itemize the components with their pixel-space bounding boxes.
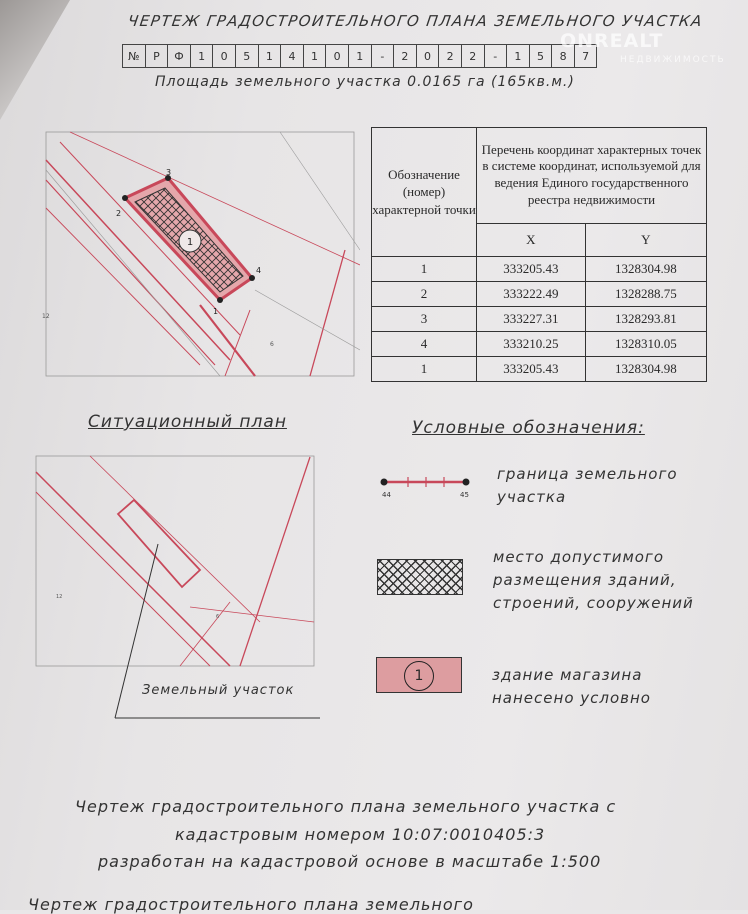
legend-item-boundary xyxy=(497,463,678,509)
point-label-2: 2 xyxy=(116,209,122,218)
parcel-label-6: 6 xyxy=(270,341,274,348)
number-cell: 4 xyxy=(281,45,304,67)
footer-line-1: Чертеж градостроительного плана земельного участка с xyxy=(75,797,617,816)
parcel-label-12: 12 xyxy=(42,313,50,320)
row-x: 333227.31 xyxy=(477,307,586,332)
legend-text-line: граница земельного xyxy=(497,465,678,483)
row-point: 3 xyxy=(372,307,477,332)
number-cell: № xyxy=(123,45,146,67)
situation-parcel-6: 6 xyxy=(216,614,220,620)
row-y: 1328293.81 xyxy=(585,307,706,332)
row-x: 333210.25 xyxy=(477,332,586,357)
number-cell: - xyxy=(485,45,508,67)
table-header-coords: Перечень координат характерных точек в системе координат, используемой для ведения Единого государственного реестра недвижимости xyxy=(477,128,707,224)
area-text: Площадь земельного участка 0.0165 га (165кв.м.) xyxy=(155,74,575,90)
row-point: 4 xyxy=(372,332,477,357)
number-cell: 0 xyxy=(417,45,440,67)
row-y: 1328304.98 xyxy=(585,257,706,282)
situation-plan-drawing xyxy=(30,452,320,722)
table-row xyxy=(372,332,707,357)
situation-parcel-outline xyxy=(118,500,200,587)
row-point: 1 xyxy=(372,257,477,282)
point-label-3: 3 xyxy=(166,168,172,177)
footer-line-2: кадастровым номером 10:07:0010405:3 xyxy=(175,825,546,844)
legend-text-line: место допустимого xyxy=(493,548,664,566)
situation-plan-title: Ситуационный план xyxy=(88,412,287,432)
building-marker-label: 1 xyxy=(186,237,194,248)
number-cell: 1 xyxy=(304,45,327,67)
row-point: 2 xyxy=(372,282,477,307)
table-header-point: Обозначение (номер) характерной точки xyxy=(372,128,477,257)
table-row xyxy=(372,357,707,382)
legend-shop-symbol xyxy=(376,657,462,693)
number-cell: 5 xyxy=(530,45,553,67)
table-row xyxy=(372,282,707,307)
number-cell: 2 xyxy=(439,45,462,67)
row-x: 333205.43 xyxy=(477,357,586,382)
row-y: 1328304.98 xyxy=(585,357,706,382)
row-point: 1 xyxy=(372,357,477,382)
footer-line-3: разработан на кадастровой основе в масштабе 1:500 xyxy=(98,852,602,871)
legend-text-line: строений, сооружений xyxy=(493,594,694,612)
point-label-1: 1 xyxy=(213,307,219,316)
row-x: 333205.43 xyxy=(477,257,586,282)
number-cell: 5 xyxy=(236,45,259,67)
number-cell: 1 xyxy=(349,45,372,67)
watermark-logo: ONREALT xyxy=(560,30,664,52)
shop-number-circle: 1 xyxy=(404,661,434,691)
table-header-x: X xyxy=(477,223,586,256)
number-cell: 0 xyxy=(213,45,236,67)
table-row xyxy=(372,257,707,282)
number-cell: Ф xyxy=(168,45,191,67)
row-y: 1328310.05 xyxy=(585,332,706,357)
legend-text-line: размещения зданий, xyxy=(493,571,677,589)
number-cell: 8 xyxy=(552,45,575,67)
number-cell: 0 xyxy=(326,45,349,67)
plan-drawing xyxy=(40,130,360,380)
situation-parcel-12: 12 xyxy=(56,594,63,600)
number-cell: Р xyxy=(146,45,169,67)
table-row xyxy=(372,307,707,332)
point-label-4: 4 xyxy=(256,266,262,275)
number-cell: 2 xyxy=(462,45,485,67)
legend-marker-left: 44 xyxy=(382,491,391,499)
legend-marker-right: 45 xyxy=(460,491,469,499)
coordinates-table xyxy=(371,127,707,382)
legend-hatch-symbol xyxy=(377,559,463,595)
number-cell: 2 xyxy=(394,45,417,67)
document-title: ЧЕРТЕЖ ГРАДОСТРОИТЕЛЬНОГО ПЛАНА ЗЕМЕЛЬНОГО УЧАСТКА xyxy=(126,12,705,30)
legend-text-line: здание магазина xyxy=(492,666,643,684)
situation-map-label: Земельный участок xyxy=(142,683,295,698)
table-header-y: Y xyxy=(585,223,706,256)
number-cell: 1 xyxy=(191,45,214,67)
legend-title: Условные обозначения: xyxy=(412,418,645,438)
watermark-subtitle: НЕДВИЖИМОСТЬ xyxy=(620,55,726,65)
row-y: 1328288.75 xyxy=(585,282,706,307)
legend-boundary-symbol xyxy=(378,474,474,500)
row-x: 333222.49 xyxy=(477,282,586,307)
legend-text-line: нанесено условно xyxy=(492,689,651,707)
legend-text-line: участка xyxy=(497,488,567,506)
number-cell: - xyxy=(372,45,395,67)
footer-line-4: Чертеж градостроительного плана земельного xyxy=(28,895,474,914)
number-cell: 1 xyxy=(259,45,282,67)
legend-item-building-zone xyxy=(493,546,694,615)
number-cell: 1 xyxy=(507,45,530,67)
registration-number-row xyxy=(122,44,597,68)
number-cell: 7 xyxy=(582,49,590,63)
legend-item-shop xyxy=(492,664,651,710)
